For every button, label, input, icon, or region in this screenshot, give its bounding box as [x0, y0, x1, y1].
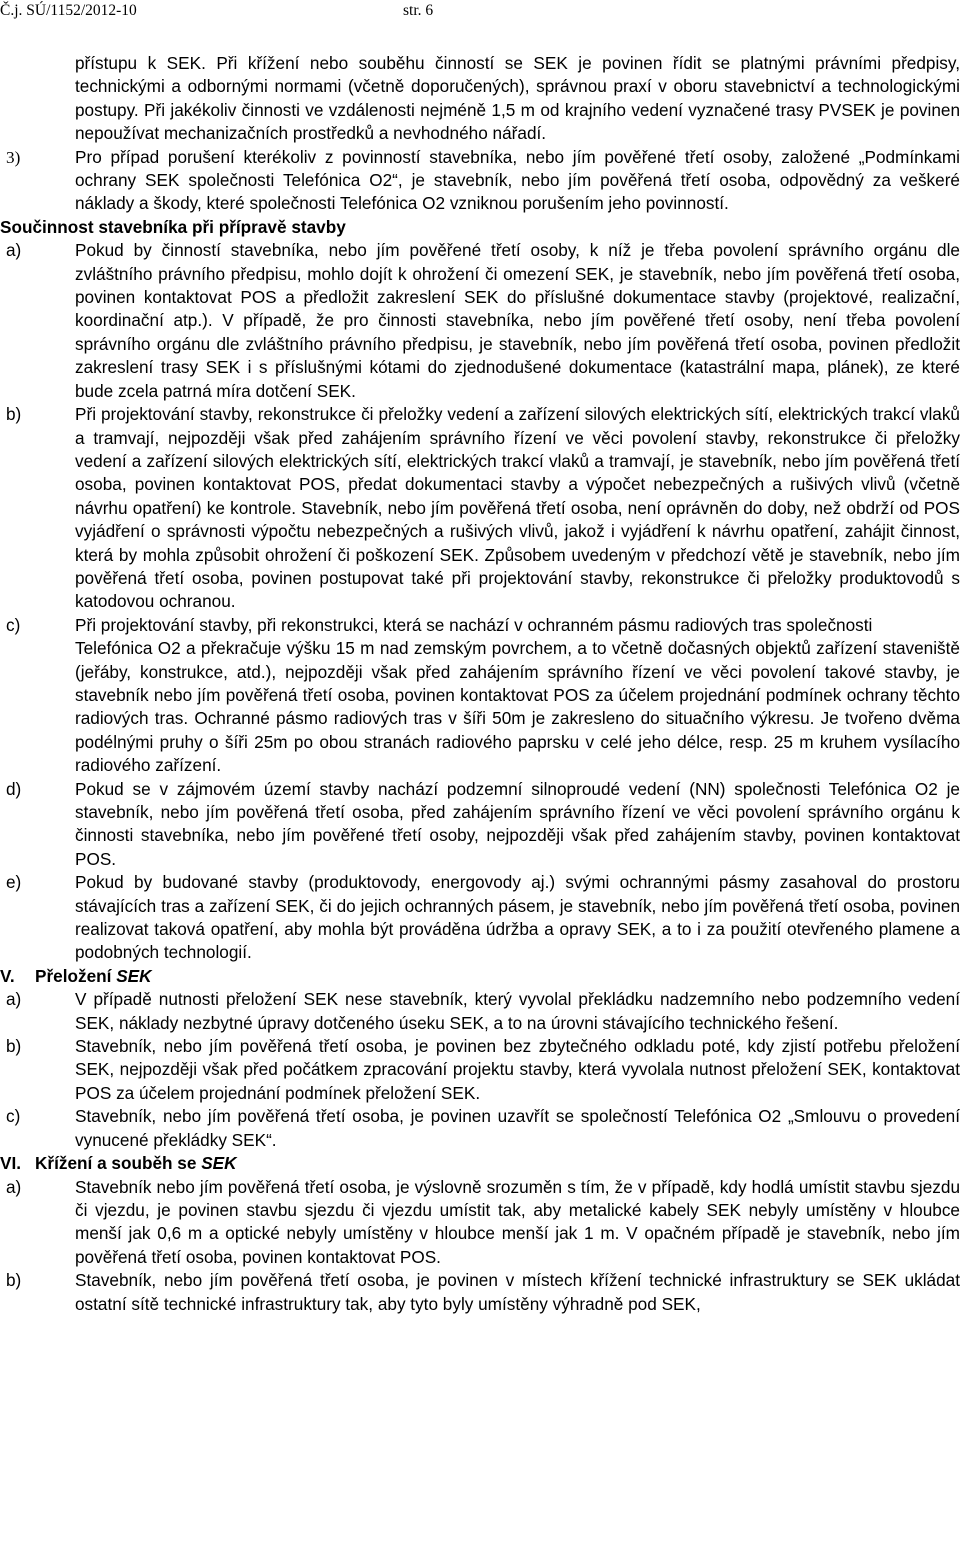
section-title-italic: SEK	[201, 1153, 237, 1174]
list-item	[0, 239, 960, 403]
item-label: e)	[6, 872, 22, 893]
page-number: str. 6	[403, 2, 434, 19]
item-text: Stavebník, nebo jím pověřená třetí osoba, je povinen uzavřít se společností Telefónica O2 „Smlouvu o provedení vynucené překládky SEK“.	[75, 1106, 960, 1150]
document-reference: Č.j. SÚ/1152/2012-10	[0, 2, 137, 19]
point-number: 3)	[6, 147, 21, 167]
item-text: Pokud se v zájmovém území stavby nachází podzemní silnoproudé vedení (NN) společnosti Telefónica O2 je stavebník, nebo jím pověřená třetí osoba, před zahájením správního řízení ve věci povolení správního orgánu k činnosti stavebníka, nebo jím pověřené třetí osoby, nejpozději však před zahájením stavby, povinen kontaktovat POS.	[75, 778, 960, 869]
section-v-heading	[0, 965, 960, 988]
item-text: Pokud by budované stavby (produktovody, energovody aj.) svými ochrannými pásmy zasahoval do prostoru stávajících tras a zařízení SEK, či do jejich ochranných pásem, je stavebník, nebo jím pověřená třetí osoba, povinen realizovat taková opatření, aby mohla být prováděna údržba a opravy SEK, a to i za použití otevřeného plamene a podobných technologií.	[75, 872, 960, 963]
item-label: a)	[6, 1176, 22, 1197]
section-number: V.	[0, 965, 15, 986]
item-label: a)	[6, 240, 22, 261]
list-item	[0, 1269, 960, 1316]
item-label: b)	[6, 1036, 22, 1057]
item-text-first-line: Při projektování stavby, při rekonstrukci, která se nachází v ochranném pásmu radiových tras společnosti	[75, 614, 873, 635]
intro-paragraph: přístupu k SEK. Při křížení nebo souběhu činností se SEK je povinen řídit se platnými právními předpisy, technickými a odbornými normami (včetně doporučených), správnou praxí v oboru stavebnictví a technologickými postupy. Při jakékoliv činnosti ve vzdálenosti nejméně 1,5 m od krajního vedení vyznačené trasy PVSEK je povinen nepoužívat mechanizačních prostředků a nevhodného nářadí.	[75, 53, 960, 144]
section-title-text: Křížení a souběh se	[35, 1153, 202, 1174]
item-label: b)	[6, 1270, 22, 1291]
point-text: Pro případ porušení kterékoliv z povinností stavebníka, nebo jím pověřené třetí osoby, založené „Podmínkami ochrany SEK společnosti Telefónica O2“, je stavebník, nebo jím pověřená třetí osoba, odpovědný za veškeré náklady a škody, které společnosti Telefónica O2 vzniknou porušením jeho povinností.	[75, 146, 960, 214]
list-item	[0, 1035, 960, 1105]
section-title-text: Přeložení	[35, 965, 117, 986]
item-text: Stavebník, nebo jím pověřená třetí osoba, je povinen v místech křížení technické infrastruktury se SEK ukládat ostatní sítě technické infrastruktury tak, aby tyto byly umístěny výhradně pod SEK,	[75, 1270, 960, 1314]
list-item	[0, 614, 960, 778]
list-item	[0, 988, 960, 1035]
numbered-point-3	[0, 146, 960, 216]
list-item	[0, 1105, 960, 1152]
page-header	[0, 0, 960, 22]
list-item	[0, 1176, 960, 1270]
item-label: a)	[6, 989, 22, 1010]
item-text-continuation: Telefónica O2 a překračuje výšku 15 m nad zemským povrchem, a to včetně dočasných objektů zařízení staveniště (jeřáby, konstrukce, atd.), nejpozději však před zahájením správního řízení ve věci povolení takové stavby, je stavebník nebo jím pověřená třetí osoba, povinen kontaktovat POS za účelem projednání podmínek ochrany těchto radiových tras. Ochranné pásmo radiových tras v šíři 50m je zakresleno do situačního výkresu. Je tvořeno dvěma podélnými pruhy o šíři 25m po obou stranách radiového paprsku v celé jeho délce, resp. 25 m kruhem vysílacího radiového zařízení.	[75, 638, 960, 776]
item-text	[75, 614, 960, 778]
item-text: Při projektování stavby, rekonstrukce či přeložky vedení a zařízení silových elektrických sítí, elektrických trakcí vlaků a tramvají, nejpozději však před zahájením správního řízení ve věci povolení stavby, rekonstrukce či přeložky vedení a zařízení silových elektrických sítí, elektrických trakcí vlaků a tramvají, je stavebník, nebo jím pověřená třetí osoba, povinen kontaktovat POS, předat dokumentaci stavby a výpočet nebezpečných a rušivých vlivů (včetně návrhu opatření) ke kontrole. Stavebník, nebo jím pověřená třetí osoba, není oprávněn do doby, než obdrží od POS vyjádření o správnosti výpočtu nebezpečných a rušivých vlivů, jakož i vyjádření k návrhu opatření, zahájit činnost, která by mohla způsobit ohrožení či poškození SEK. Způsobem uvedeným v předchozí větě je stavebník, nebo jím pověřená třetí osoba, povinen postupovat také při projektování stavby, rekonstrukce či přeložky produktovodů s katodovou ochranou.	[75, 404, 960, 612]
section-title-italic: SEK	[116, 965, 152, 986]
list-item	[0, 778, 960, 872]
item-text: V případě nutnosti přeložení SEK nese stavebník, který vyvolal překládku nadzemního nebo podzemního vedení SEK, náklady nezbytné úpravy dotčeného úseku SEK, a to na úrovni stávajícího technického řešení.	[75, 989, 960, 1033]
list-item	[0, 403, 960, 614]
item-label: c)	[6, 614, 21, 635]
document-body	[0, 52, 960, 1316]
item-label: b)	[6, 404, 22, 425]
section-title	[35, 965, 960, 988]
item-text: Pokud by činností stavebníka, nebo jím pověřené třetí osoby, k níž je třeba povolení správního orgánu dle zvláštního právního předpisu, mohlo dojít k ohrožení či omezení SEK, je stavebník, nebo jím pověřená třetí osoba, povinen kontaktovat POS a předložit zakreslení SEK do příslušné dokumentace stavby (projektové, realizační, koordinační atp.). V případě, že pro činnosti stavebníka, nebo jím pověřené třetí osoby, není třeba povolení správního orgánu dle zvláštního právního předpisu, je stavebník, nebo jím pověřená třetí osoba, povinen předložit zakreslení trasy SEK i s příslušnými kótami do zjednodušené dokumentace (katastrální mapa, plánek), ze které bude zcela patrná míra dotčení SEK.	[75, 240, 960, 401]
list-item	[0, 871, 960, 965]
item-label: c)	[6, 1106, 21, 1127]
item-text: Stavebník, nebo jím pověřená třetí osoba, je povinen bez zbytečného odkladu poté, kdy zjistí potřebu přeložení SEK, nejpozději však před počátkem zpracování projektu stavby, která vyvolala nutnost přeložení SEK, kontaktovat POS za účelem projednání podmínek přeložení SEK.	[75, 1036, 960, 1103]
section-title	[35, 1152, 960, 1175]
item-label: d)	[6, 778, 22, 799]
section-vi-heading	[0, 1152, 960, 1175]
item-text: Stavebník nebo jím pověřená třetí osoba, je výslovně srozuměn s tím, že v případě, kdy hodlá umístit stavbu sjezdu či vjezdu, je povinen stavbu sjezdu či vjezdu umístit tak, aby metalické kabely SEK nebyly umístěny v hloubce menší jak 0,6 m a optické nebyly umístěny v hloubce menší jak 1 m. V opačném případě je stavebník, nebo jím pověřená třetí osoba, povinen kontaktovat POS.	[75, 1176, 960, 1267]
cooperation-heading: Součinnost stavebníka při přípravě stavby	[0, 216, 346, 237]
section-number: VI.	[0, 1153, 22, 1174]
